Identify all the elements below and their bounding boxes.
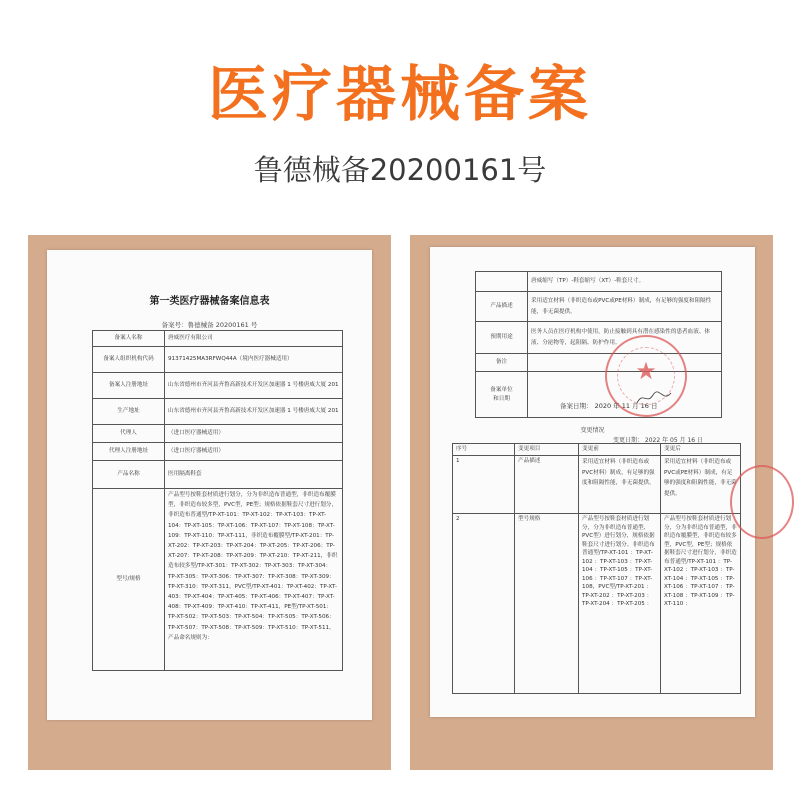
row-value: 山东省德州市齐河县齐鲁高新技术开发区加速器 1 号楼唐威大厦 201 [165,399,343,425]
row-label: 产品名称 [93,461,165,489]
header-cell: 变更项目 [515,444,579,456]
change-section-title: 变更情况 [580,427,605,434]
row-value: 唐威缩写（TP）-鞋套缩写（XT）-鞋套尺寸。 [528,272,722,292]
document-record-no: 备案号：鲁德械备 20200161 号 [161,321,258,329]
cell-before: 采用适宜材料（非织造布或PVC材料）制成，有足够的强度和阻隔性能，非无菌提供。 [579,456,661,514]
table-header-row [453,444,741,456]
table-row [476,272,722,292]
table-row [93,347,343,373]
change-seal [730,465,794,539]
row-value: 医务人员在医疗机构中使用，防止接触到具有潜在感染性的患者血液、体液、分泌物等，起阻隔、防护作用。 [528,322,722,354]
row-value: （进口医疗器械适用） [165,443,343,461]
row-value: 唐威医疗有限公司 [165,331,343,347]
row-value: 山东省德州市齐河县齐鲁高新技术开发区加速器 1 号楼唐威大厦 201 [165,373,343,399]
cell-no: 2 [453,514,515,694]
row-value: 采用适宜材料（非织造布或PVC或PE材料）制成，有足够的强度和阻隔性能，非无菌提供。 [528,292,722,322]
table-row [93,373,343,399]
row-value: 91371425MA3RFWQ44A（境内医疗器械适用） [165,347,343,373]
row-label: 备案人注册地址 [93,373,165,399]
table-row [93,461,343,489]
header-cell: 变更前 [579,444,661,456]
document-title: 第一类医疗器械备案信息表 [149,296,270,307]
row-value: （进口医疗器械适用） [165,425,343,443]
change-date: 变更日期： 2022 年 05 月 16 日 [613,437,703,444]
row-label: 备注 [476,354,528,372]
page-title: 医疗器械备案 [208,60,592,130]
row-label: 产品描述 [476,292,528,322]
cell-no: 1 [453,456,515,514]
table-row [93,399,343,425]
product-info-table [475,271,722,418]
table-row [93,489,343,671]
change-table [452,443,741,694]
filing-date: 备案日期： 2020 年 11 月 16 日 [560,402,658,410]
record-number: 鲁德械备20200161号 [253,153,547,187]
header-cell: 序号 [453,444,515,456]
row-value: 产品型号按鞋套材质进行划分，分为非织造布普通型，非织造布覆膜型，非织造布较多型，PVC型，PE型；规格依据鞋套尺寸进行划分，非织造布普通型/TP-XT-101：TP-XT-102：TP-XT-103：TP-XT-104：TP-XT-105：TP-XT-106：TP-XT-107：TP-XT-108：TP-XT-109：TP-XT-110：TP-XT-111，非织造布覆膜型/TP-XT-201：TP-XT-202：TP-XT-203：TP-XT-204：TP-XT-205：TP-XT-206：TP-XT-207：TP-XT-208：TP-XT-209：TP-XT-210：TP-XT-211，非织造布较多型/TP-XT-301：TP-XT-302：TP-XT-303：TP-XT-304：TP-XT-305：TP-XT-306：TP-XT-307：TP-XT-308：TP-XT-309：TP-XT-310：TP-XT-311，PVC型/TP-XT-401：TP-XT-402：TP-XT-403：TP-XT-404：TP-XT-405：TP-XT-406：TP-XT-407：TP-XT-408：TP-XT-409：TP-XT-410：TP-XT-411，PE型/TP-XT-501：TP-XT-502：TP-XT-503：TP-XT-504：TP-XT-505：TP-XT-506：TP-XT-507：TP-XT-508：TP-XT-509：TP-XT-510：TP-XT-511。产品命名规则为： [165,489,343,671]
official-seal: ★ [605,335,687,417]
cell-item: 型号规格 [515,514,579,694]
table-row [453,514,741,694]
table-row [93,443,343,461]
cell-before: 产品型号按鞋套材质进行划分，分为非织造布普通型、PVC型）进行划分，规格依据鞋套尺寸进行划分。非织造布普通型/TP-XT-101 ：TP-XT-102 ：TP-XT-103 ：TP-XT-104 ：TP-XT-105 ：TP-XT-106 ：TP-XT-107 ：TP-XT-108，PVC型/TP-XT-201 ：TP-XT-202 ：TP-XT-203 ：TP-XT-204 ：TP-XT-205 ： [579,514,661,694]
filing-info-sheet [47,250,372,720]
cell-after: 产品型号按鞋套材质进行划分，分为非织造布普通型，非织造布覆膜型，非织造布较多型，PVC型，PE型；规格依据鞋套尺寸进行划分，非织造布普通型/TP-XT-101 ：TP-XT-102 ：TP-XT-103 ：TP-XT-104 ：TP-XT-105 ：TP-XT-106 ：TP-XT-107 ：TP-XT-108 ：TP-XT-109 ：TP-XT-110 ： [661,514,741,694]
row-label [476,272,528,292]
row-value: 医用隔离鞋套 [165,461,343,489]
table-row [453,456,741,514]
row-label: 备案人组织机构代码 [93,347,165,373]
row-label: 生产地址 [93,399,165,425]
table-row [476,322,722,354]
header-cell: 变更后 [661,444,741,456]
row-label: 代理人注册地址 [93,443,165,461]
row-label: 备案人名称 [93,331,165,347]
table-row [476,292,722,322]
row-label: 型号/规格 [93,489,165,671]
cell-after: 采用适宜材料（非织造布或PVC或PE材料）制成，有足够的强度和阻隔性能，非无菌提供。 [661,456,741,514]
table-row [93,425,343,443]
row-label: 备案单位 和日期 [476,372,528,418]
table-row [93,331,343,347]
row-label: 预期用途 [476,322,528,354]
row-label: 代理人 [93,425,165,443]
cell-item: 产品描述 [515,456,579,514]
filing-info-sheet-page-2 [430,247,755,717]
filing-info-table [92,330,343,671]
